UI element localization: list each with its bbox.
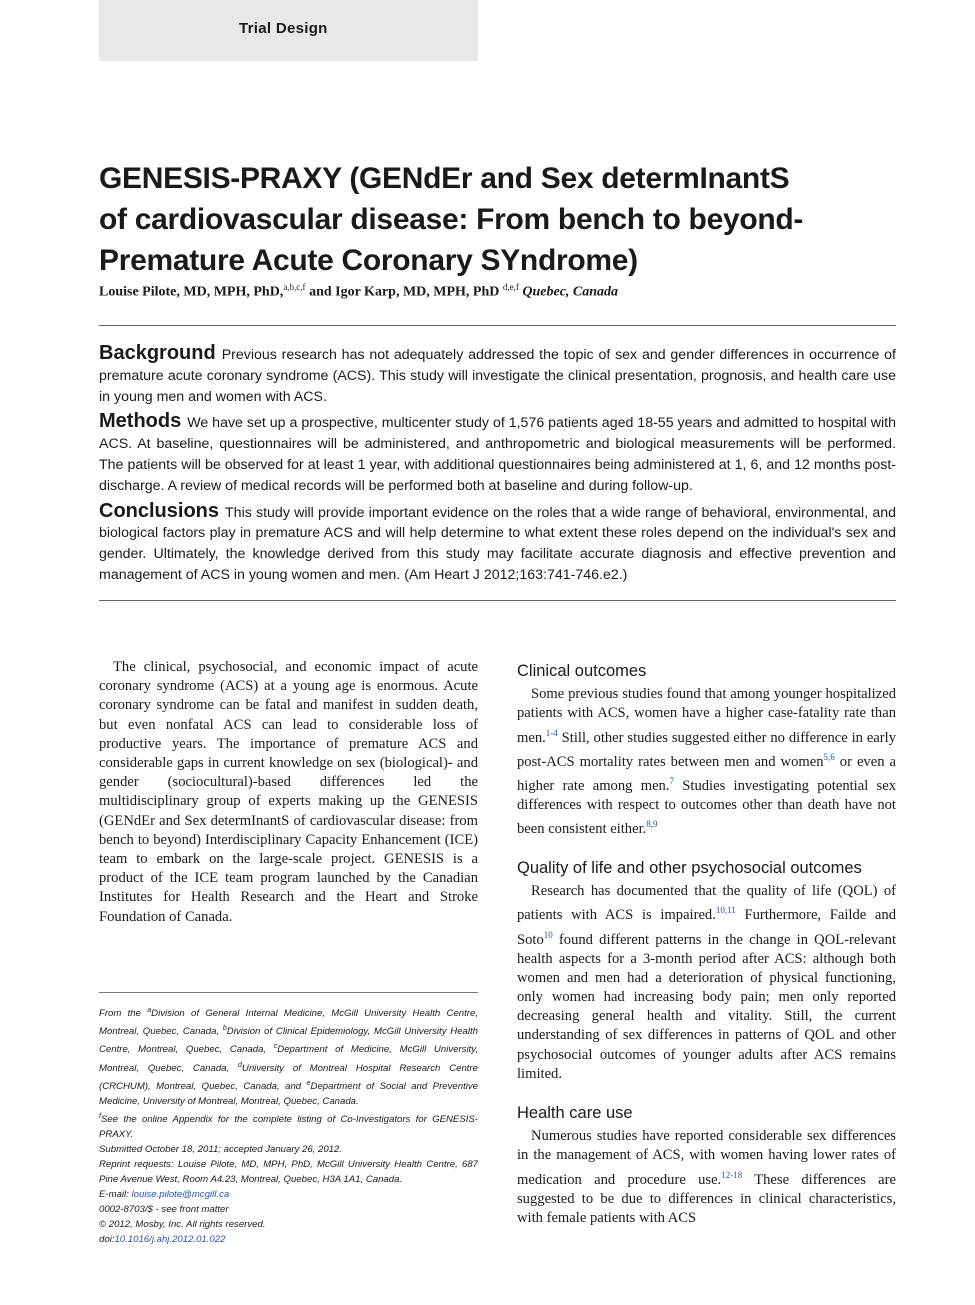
author-1: Louise Pilote, MD, MPH, PhD,	[99, 284, 284, 300]
health-care-paragraph	[517, 1127, 896, 1228]
affil-sup-a: a	[147, 1007, 152, 1014]
affil-text-4: Department of Medicine, McGill University, Montreal, Quebec, Canada,	[99, 1044, 478, 1074]
divider-bottom	[99, 600, 896, 601]
clinical-text-3: or even a higher rate among men.	[517, 753, 896, 794]
intro-paragraph: The clinical, psychosocial, and economic impact of acute coronary syndrome (ACS) at a young age is enormous. Acute coronary syndrome can be fatal and manifest in sudden death, but even nonfatal ACS can lead to considerable loss of productive years. The importance of premature ACS and considerable gaps in current knowledge on sex (biological)- and gender (sociocultural)-based differences led the multidisciplinary group of experts making up the GENESIS (GENdEr and Sex determInantS of cardiovascular disease: from bench to beyond) Interdisciplinary Capacity Enhancement (ICE) team to embark on the large-scale project. GENESIS is a product of the ICE team program launched by the Canadian Institutes for Health Research and the Heart and Stroke Foundation of Canada.	[99, 659, 478, 925]
citation-ref[interactable]: 5,6	[823, 751, 835, 762]
clinical-outcomes-heading: Clinical outcomes	[517, 662, 647, 680]
background-heading: Background	[99, 342, 216, 364]
affil-sup-d: d	[238, 1061, 242, 1069]
abstract-background	[99, 343, 896, 407]
clinical-outcomes-paragraph	[517, 685, 896, 839]
doi-line	[99, 1232, 478, 1247]
affil-sup-e: e	[306, 1079, 311, 1087]
citation-ref[interactable]: 10,11	[715, 905, 736, 916]
reprint-requests: Reprint requests: Louise Pilote, MD, MPH, PhD, McGill University Health Centre, 687 Pine Avenue West, Room A4.23, Montreal, Quebec, H3A 1A1, Canada.	[99, 1159, 478, 1186]
qol-heading: Quality of life and other psychosocial outcomes	[517, 859, 862, 878]
citation-ref[interactable]: 7	[669, 775, 674, 786]
email-link[interactable]: louise.pilote@mcgill.ca	[131, 1189, 230, 1201]
article-title: GENESIS-PRAXY (GENdEr and Sex determInantS of cardiovascular disease: From bench to beyond-Premature Acute Coronary SYndrome)	[99, 162, 804, 277]
methods-heading: Methods	[99, 410, 182, 433]
author-joiner: and	[309, 284, 332, 300]
affil-sup-b: b	[222, 1025, 227, 1033]
affil-text-1: From the	[99, 1008, 148, 1020]
author-line	[99, 282, 899, 301]
citation-ref[interactable]: 12-18	[721, 1169, 743, 1180]
doi-link[interactable]: 10.1016/j.ahj.2012.01.022	[114, 1234, 226, 1246]
right-column	[517, 662, 896, 1228]
submission-dates: Submitted October 18, 2011; accepted January 26, 2012.	[99, 1144, 343, 1156]
section-label: Trial Design	[239, 20, 328, 37]
doi-label: doi:	[99, 1234, 115, 1246]
divider-top	[99, 325, 896, 326]
abstract	[99, 343, 896, 590]
abstract-conclusions	[99, 501, 896, 586]
author-1-affiliations: a,b,c,f	[283, 282, 306, 292]
appendix-text: See the online Appendix for the complete listing of Co-Investigators for GENESIS-PRAXY.	[99, 1114, 478, 1141]
affil-text-6: Department of Social and Preventive Medicine, University of Montreal, Montreal, Quebec, Canada.	[99, 1080, 479, 1107]
affil-text-3: Division of Clinical Epidemiology, McGill University Health Centre, Montreal, Quebec, Canada,	[99, 1026, 479, 1056]
citation-ref[interactable]: 10	[543, 929, 553, 940]
healthcare-text-2: These differences are suggested to be due to differences in clinical characteristics, with female patients with ACS	[517, 1171, 896, 1226]
appendix-sup: f	[99, 1112, 101, 1120]
citation-ref[interactable]: 1-4	[545, 727, 558, 738]
affil-sup-c: c	[273, 1043, 278, 1051]
email-label: E-mail:	[99, 1189, 132, 1201]
background-text: Previous research has not adequately addressed the topic of sex and gender differences in occurrence of premature acute coronary syndrome (ACS). This study will investigate the clinical presentation, prognosis, and health care use in young men and women with ACS.	[99, 347, 896, 405]
clinical-text-2: Still, other studies suggested either no difference in early post-ACS mortality rates between men and women	[517, 729, 896, 770]
appendix-note	[99, 1109, 478, 1142]
qol-text-2: Furthermore, Failde and Soto	[517, 907, 896, 948]
conclusions-heading: Conclusions	[99, 499, 220, 522]
clinical-text-1: Some previous studies found that among younger hospitalized patients with ACS, women have a higher case-fatality rate than men.	[517, 686, 896, 746]
issn-line: 0002-8703/$ - see front matter	[99, 1204, 229, 1216]
affiliations-note	[99, 1003, 478, 1109]
author-location: Quebec, Canada	[522, 284, 619, 300]
qol-text-1: Research has documented that the quality of life (QOL) of patients with ACS is impaired.	[517, 883, 896, 924]
email-line	[99, 1187, 478, 1202]
affil-text-2: Division of General Internal Medicine, McGill University Health Centre, Montreal, Quebec, Canada,	[99, 1008, 478, 1038]
methods-text: We have set up a prospective, multicenter study of 1,576 patients aged 18-55 years and admitted to hospital with ACS. At baseline, questionnaires will be administered, and anthropometric and biological measurements will be performed. The patients will be observed for at least 1 year, with additional questionnaires being administered at 1, 6, and 12 months post-discharge. A review of medical records will be performed both at baseline and during follow-up.	[99, 415, 896, 494]
left-column	[99, 658, 478, 927]
abstract-methods	[99, 411, 896, 496]
footnotes	[99, 992, 478, 1247]
health-care-use-heading: Health care use	[517, 1104, 633, 1123]
copyright-line: © 2012, Mosby, Inc. All rights reserved.	[99, 1219, 266, 1231]
qol-text-3: found different patterns in the change in QOL-relevant health aspects for a 3-month period after ACS: although both women and men had a deterioration of physical functioning, only women had increasing body pain; men only reported decreasing general health and vitality. Still, the current understanding of sex differences in patterns of QOL and other psychosocial outcomes of younger adults after ACS remains limited.	[517, 931, 896, 1082]
affil-text-5: University of Montreal Hospital Research Centre (CRCHUM), Montreal, Quebec, Canada, and	[99, 1062, 478, 1092]
author-2-affiliations: d,e,f	[502, 282, 519, 292]
healthcare-text-1: Numerous studies have reported considerable sex differences in the management of ACS, with women having lower rates of medication and procedure use.	[517, 1128, 896, 1188]
citation-ref[interactable]: 8,9	[646, 819, 658, 829]
section-tab	[99, 0, 478, 61]
author-2: Igor Karp, MD, MPH, PhD	[335, 284, 500, 300]
conclusions-text: This study will provide important evidence on the roles that a wide range of behavioral, environmental, and biological factors play in premature ACS and will help determine to what extent these roles depend on the individual's sex and gender. Ultimately, the knowledge derived from this study may facilitate accurate diagnosis and effective prevention and management of ACS in young women and men. (Am Heart J 2012;163:741-746.e2.)	[99, 504, 896, 583]
clinical-text-4: Studies investigating potential sex differences with respect to outcomes other than death have not been consistent either.	[517, 777, 897, 837]
qol-paragraph	[517, 882, 896, 1084]
